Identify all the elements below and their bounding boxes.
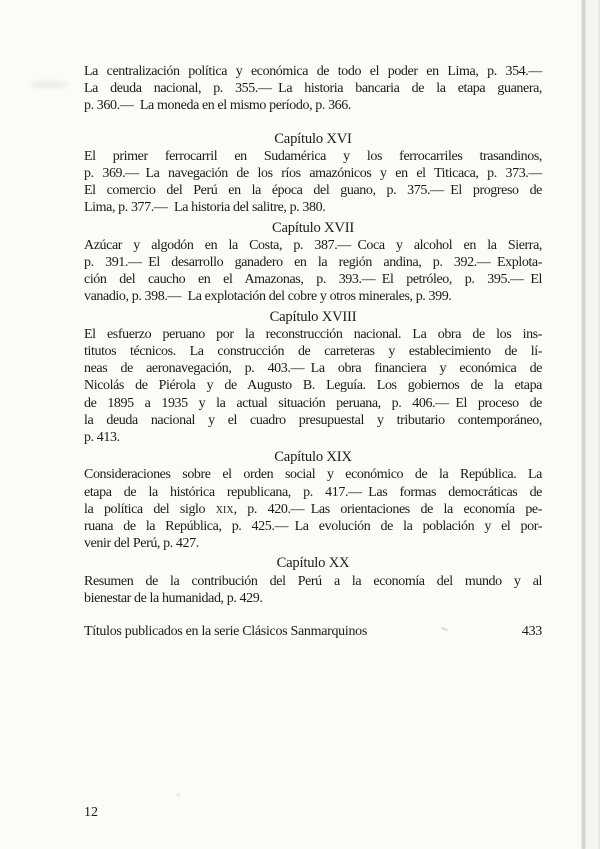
chapter-paragraph: [84, 326, 542, 446]
toc-line: El comercio del Perú en la época del guano, p. 375.— El progreso de: [84, 183, 542, 199]
toc-line: p. 413.: [84, 430, 120, 446]
toc-line: etapa de la histórica republicana, p. 417.— Las formas democráticas de: [84, 484, 542, 500]
toc-line: de 1895 a 1935 y la actual situación peruana, p. 406.— El proceso de: [84, 395, 542, 411]
toc-line: titutos técnicos. La construcción de carreteras y establecimiento de lí-: [84, 344, 542, 360]
toc-line: La centralización política y económica de todo el poder en Lima, p. 354.—: [84, 64, 542, 79]
toc-line: Resumen de la contribución del Perú a la economía del mundo y al: [84, 573, 542, 589]
chapter-heading: Capítulo XIX: [274, 449, 352, 466]
scan-edge-line: [582, 0, 585, 849]
toc-line: p. 391.— El desarrollo ganadero en la región andina, p. 392.— Explota-: [84, 255, 542, 271]
toc-line: Lima, p. 377.— La historia del salitre, p. 380.: [84, 200, 326, 216]
chapter-heading: Capítulo XVI: [274, 130, 352, 147]
toc-line: Nicolás de Piérola y de Augusto B. Leguía. Los gobiernos de la etapa: [84, 378, 542, 394]
toc-line: El primer ferrocarril en Sudamérica y los ferrocarriles trasandinos,: [84, 148, 542, 164]
toc-line: bienestar de la humanidad, p. 429.: [84, 590, 263, 606]
toc-line: Azúcar y algodón en la Costa, p. 387.— Coca y alcohol en la Sierra,: [84, 237, 542, 253]
chapter-paragraph: [84, 466, 542, 552]
toc-line: p. 369.— La navegación de los ríos amazónicos y en el Titicaca, p. 373.—: [84, 166, 542, 182]
scan-smudge: [30, 81, 68, 88]
toc-line: vanadio, p. 398.— La explotación del cobre y otros minerales, p. 399.: [84, 289, 452, 305]
chapter-paragraph: [84, 148, 542, 217]
toc-line: la deuda nacional y el cuadro presupuestal y tributario contemporáneo,: [84, 412, 542, 428]
scan-speck: [176, 793, 181, 797]
toc-line: ruana de la República, p. 425.— La evolución de la población y el por-: [84, 519, 542, 535]
toc-intro-paragraph: [84, 63, 542, 115]
series-page-number: 433: [521, 624, 542, 639]
series-label: Títulos publicados en la serie Clásicos Sanmarquinos: [84, 624, 368, 639]
table-of-contents: [84, 63, 542, 607]
toc-line: La deuda nacional, p. 355.— La historia bancaria de la etapa guanera,: [84, 81, 542, 97]
toc-line: El esfuerzo peruano por la reconstrucción nacional. La obra de los ins-: [84, 326, 542, 342]
toc-line: neas de aeronavegación, p. 403.— La obra financiera y económica de: [84, 361, 542, 377]
chapter-heading: Capítulo XX: [276, 555, 350, 572]
chapter-paragraph: [84, 573, 542, 607]
toc-line: p. 360.— La moneda en el mismo período, p. 366.: [84, 98, 351, 114]
smallcaps-roman-numeral: xix: [215, 501, 234, 517]
page-number: 12: [84, 805, 98, 820]
toc-line: venir del Perú, p. 427.: [84, 536, 199, 552]
chapter-heading: Capítulo XVII: [271, 219, 355, 236]
toc-line: Consideraciones sobre el orden social y económico de la República. La: [84, 467, 542, 483]
chapter-heading: Capítulo XVIII: [269, 308, 357, 325]
toc-line: la política del siglo xix, p. 420.— Las orientaciones de la economía pe-: [84, 501, 542, 517]
chapter-paragraph: [84, 237, 542, 306]
series-row: [84, 623, 542, 640]
toc-line: ción del caucho en el Amazonas, p. 393.— El petróleo, p. 395.— El: [84, 272, 542, 288]
